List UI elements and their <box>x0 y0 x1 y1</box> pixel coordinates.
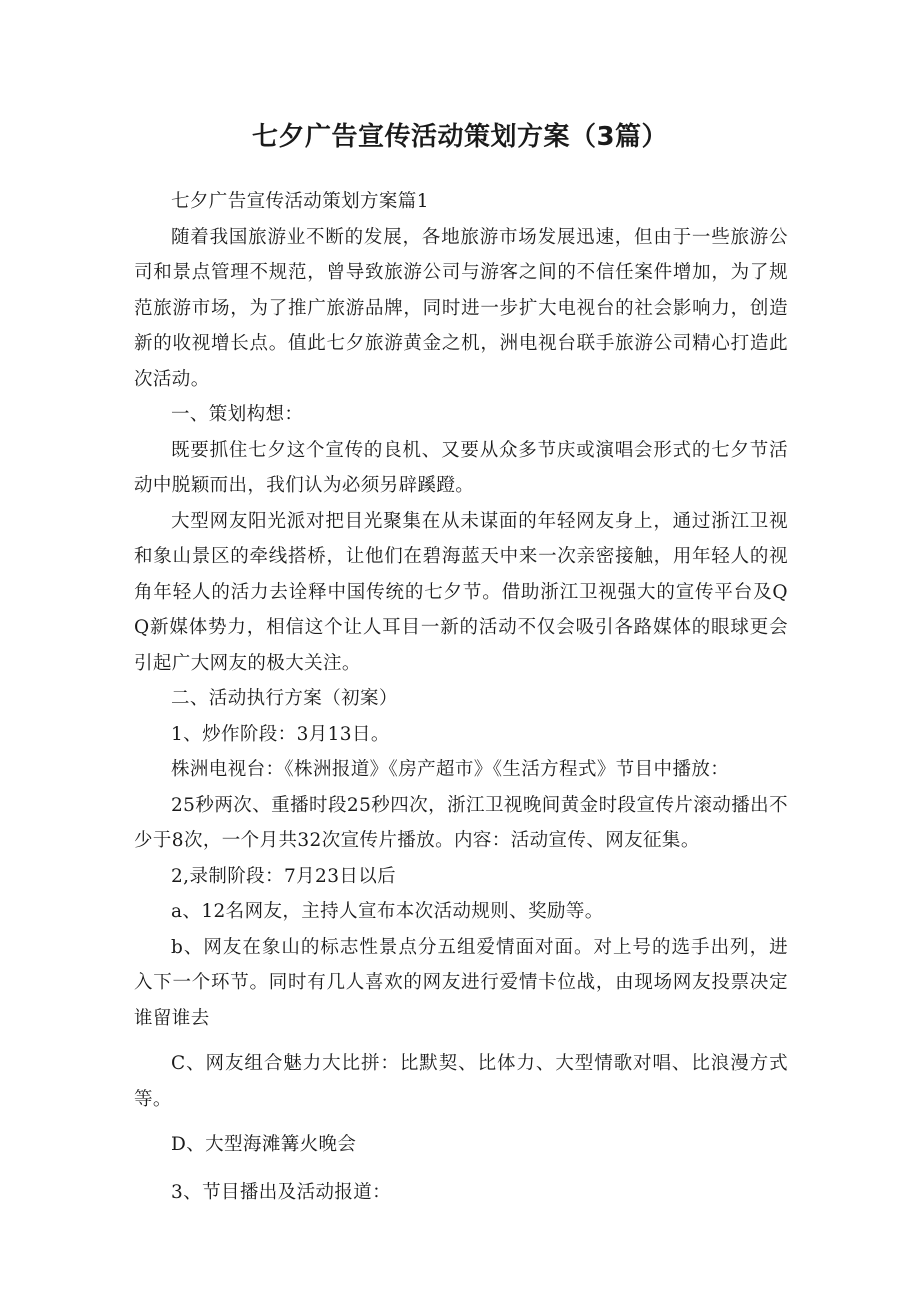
document-body <box>134 184 788 1210</box>
phase-1-tv-line: 株洲电视台：《株洲报道》《房产超市》《生活方程式》节目中播放： <box>171 759 730 780</box>
section-heading-concept: 一、策划构想： <box>171 404 304 425</box>
concept-paragraph-1: 既要抓住七夕这个宣传的良机、又要从众多节庆或演唱会形式的七夕节活动中脱颖而出，我们认为必须另辟蹊蹬。 <box>134 439 788 496</box>
phase-2-item-b: b、网友在象山的标志性景点分五组爱情面对面。对上号的选手出列，进入下一个环节。同时有几人喜欢的网友进行爱情卡位战，由现场网友投票决定谁留谁去 <box>134 936 788 1029</box>
concept-paragraph-2: 大型网友阳光派对把目光聚集在从未谋面的年轻网友身上，通过浙江卫视和象山景区的牵线搭桥，让他们在碧海蓝天中来一次亲密接触，用年轻人的视角年轻人的活力去诠释中国传统的七夕节。借助浙江卫视强大的宣传平台及QQ新媒体势力，相信这个让人耳目一新的活动不仅会吸引各路媒体的眼球更会引起广大网友的极大关注。 <box>134 510 788 674</box>
section-heading-1: 七夕广告宣传活动策划方案篇1 <box>171 191 429 212</box>
phase-1-heading: 1、炒作阶段：3月13日。 <box>171 723 390 745</box>
phase-2-item-c: C、网友组合魅力大比拼：比默契、比体力、大型情歌对唱、比浪漫方式等。 <box>134 1053 788 1110</box>
phase-3-heading: 3、节目播出及活动报道： <box>171 1181 392 1203</box>
section-heading-execution: 二、活动执行方案（初案） <box>171 688 398 709</box>
intro-paragraph: 随着我国旅游业不断的发展，各地旅游市场发展迅速，但由于一些旅游公司和景点管理不规范，曾导致旅游公司与游客之间的不信任案件增加，为了规范旅游市场，为了推广旅游品牌，同时进一步扩大电视台的社会影响力，创造新的收视增长点。值此七夕旅游黄金之机，洲电视台联手旅游公司精心打造此次活动。 <box>134 226 788 390</box>
phase-2-heading: 2,录制阶段：7月23日以后 <box>171 865 397 887</box>
phase-2-item-a: a、12名网友，主持人宣布本次活动规则、奖励等。 <box>171 901 604 922</box>
phase-2-item-d: D、大型海滩篝火晚会 <box>171 1134 357 1155</box>
phase-1-details: 25秒两次、重播时段25秒四次，浙江卫视晚间黄金时段宣传片滚动播出不少于8次，一个月共32次宣传片播放。内容：活动宣传、网友征集。 <box>134 794 788 851</box>
document-title: 七夕广告宣传活动策划方案（3篇） <box>251 122 669 152</box>
